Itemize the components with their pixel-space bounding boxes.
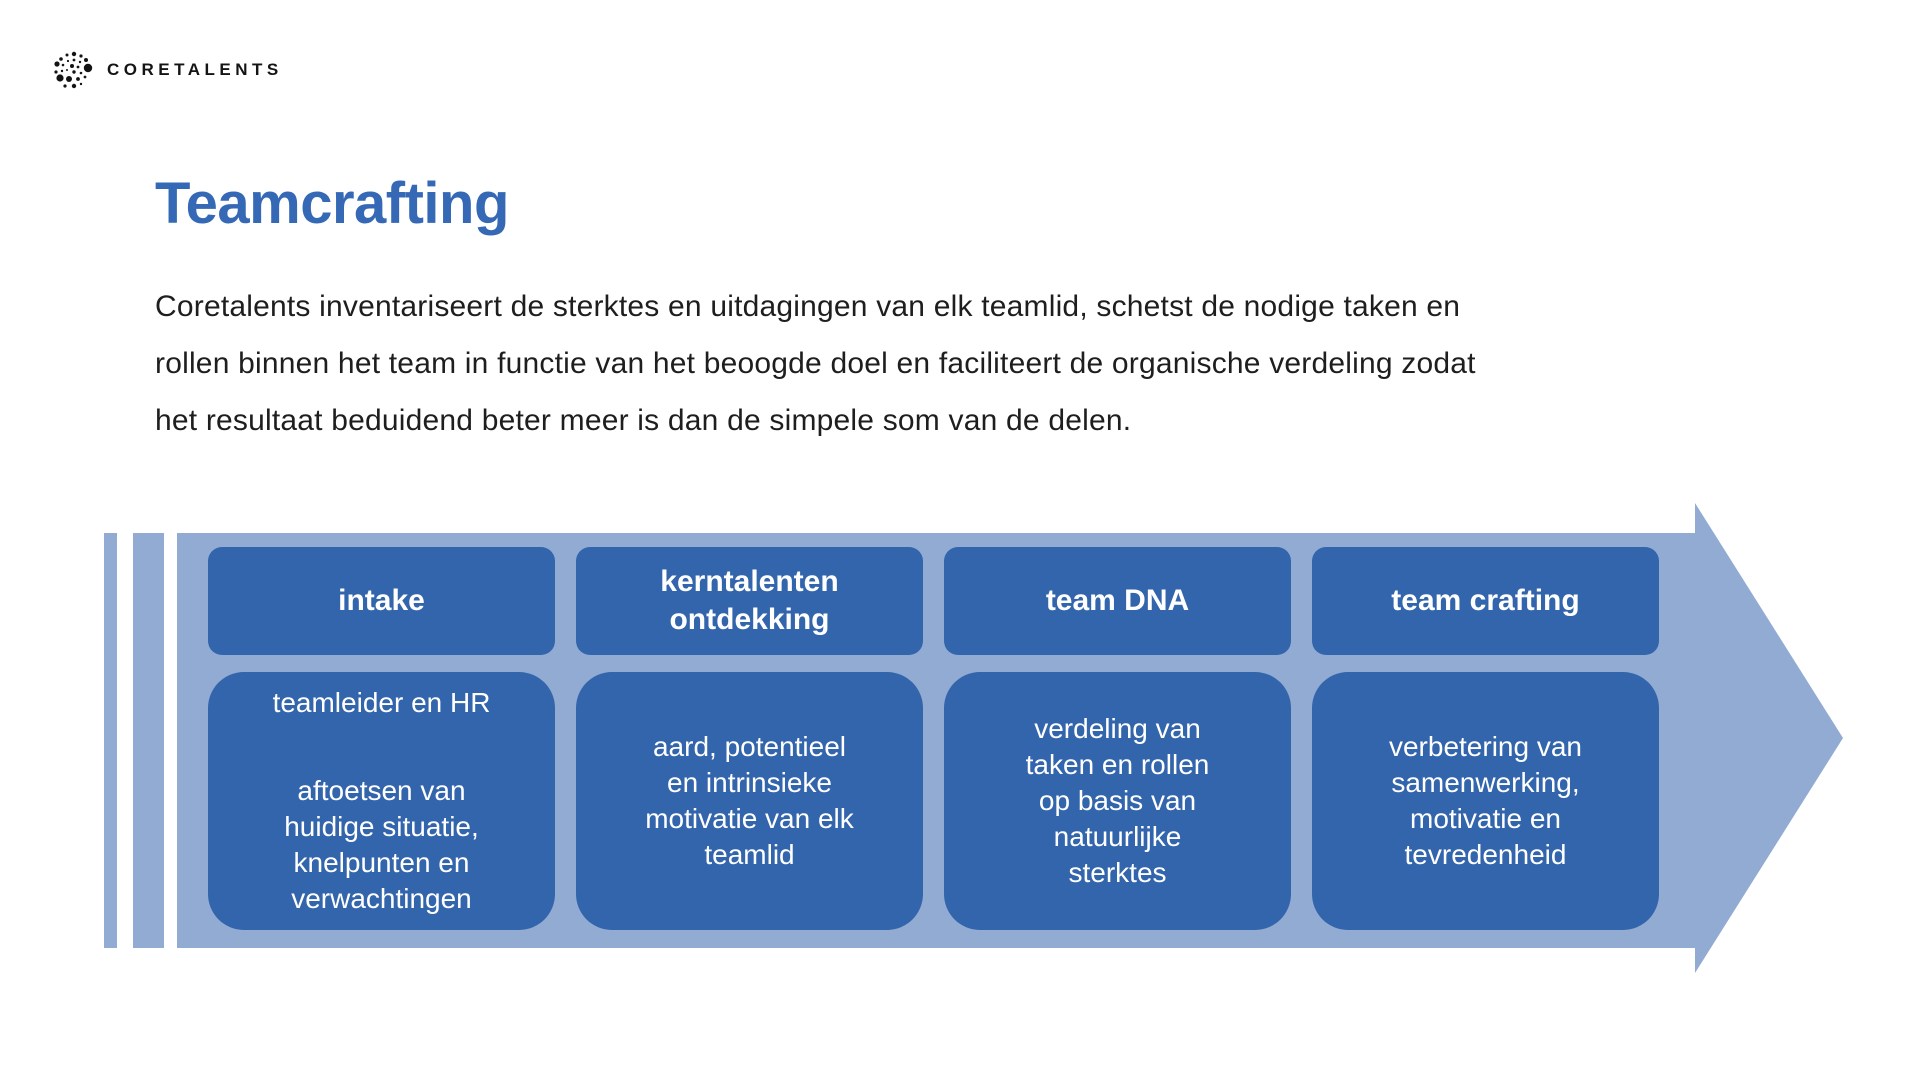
text-line: aard, potentieel	[652, 731, 847, 762]
process-arrow-shaft	[177, 533, 1695, 948]
text-line: teamlid	[704, 839, 795, 870]
stage-detail-box	[208, 672, 555, 930]
text-line: samenwerking,	[1391, 767, 1580, 798]
stage-paragraph	[645, 729, 854, 873]
stage-column-team-dna	[944, 547, 1291, 948]
dot-cluster-icon	[50, 48, 94, 92]
stage-title: team DNA	[1045, 584, 1190, 617]
stage-title: intake	[338, 584, 425, 617]
text-line: taken en rollen	[1025, 749, 1210, 780]
text-line: verbetering van	[1388, 731, 1582, 762]
stage-paragraph	[1026, 711, 1210, 891]
intro-line: het resultaat beduidend beter meer is dan de simpele som van de delen.	[155, 404, 1132, 437]
text-line: huidige situatie,	[284, 811, 479, 842]
text-line: knelpunten en	[293, 847, 470, 878]
stage-title-box	[944, 547, 1291, 655]
text-line: en intrinsieke	[667, 767, 832, 798]
stage-title: kerntalenten ontdekking	[660, 565, 839, 636]
stage-title: team crafting	[1391, 584, 1580, 617]
arrow-accent-bar-1	[104, 533, 117, 948]
coretalents-logo	[50, 48, 283, 92]
intro-line: Coretalents inventariseert de sterktes en uitdagingen van elk teamlid, schetst de nodige taken en	[155, 290, 1461, 323]
stage-title-box	[1312, 547, 1659, 655]
text-line: motivatie en	[1410, 803, 1561, 834]
stage-paragraph	[1389, 729, 1582, 873]
stage-detail-box	[1312, 672, 1659, 930]
text-line: verdeling van	[1034, 713, 1201, 744]
stage-paragraph	[273, 685, 491, 721]
text-line: verwachtingen	[291, 883, 472, 914]
intro-paragraph	[155, 278, 1476, 449]
text-line: sterktes	[1068, 857, 1167, 888]
text-line: teamleider en HR	[272, 687, 491, 718]
arrow-accent-bar-2	[133, 533, 164, 948]
page-title: Teamcrafting	[155, 171, 509, 236]
intro-line: rollen binnen het team in functie van het beoogde doel en faciliteert de organische verdeling zodat	[155, 347, 1476, 380]
arrow-head	[1695, 503, 1843, 973]
text-line: aftoetsen van	[297, 775, 466, 806]
stage-column-team-crafting	[1312, 547, 1659, 948]
stage-detail-box	[944, 672, 1291, 930]
stage-detail-box	[576, 672, 923, 930]
logo-wordmark: CORETALENTS	[107, 60, 283, 79]
stage-paragraph	[284, 773, 479, 917]
text-line: natuurlijke	[1053, 821, 1182, 852]
stage-title-box	[208, 547, 555, 655]
stage-title-box	[576, 547, 923, 655]
text-line: motivatie van elk	[645, 803, 854, 834]
text-line: tevredenheid	[1404, 839, 1567, 870]
text-line: op basis van	[1038, 785, 1197, 816]
stage-column-intake	[208, 547, 555, 948]
stage-column-kerntalenten-ontdekking	[576, 547, 923, 948]
